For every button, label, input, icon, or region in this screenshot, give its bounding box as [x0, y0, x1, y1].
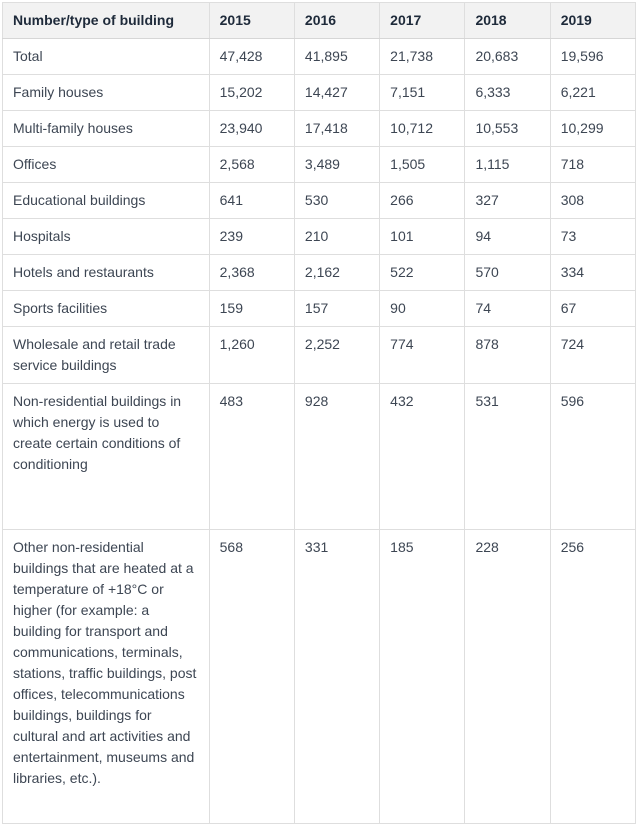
- cell-value: 2,252: [294, 327, 379, 384]
- table-row-hospitals: [3, 219, 636, 255]
- row-label: Sports facilities: [3, 291, 210, 327]
- cell-value: 331: [294, 530, 379, 824]
- cell-value: 327: [465, 183, 550, 219]
- cell-value: 530: [294, 183, 379, 219]
- row-label: Hotels and restaurants: [3, 255, 210, 291]
- cell-value: 718: [550, 147, 635, 183]
- table-row-hotels-and-restaurants: [3, 255, 636, 291]
- cell-value: 159: [209, 291, 294, 327]
- row-label: Offices: [3, 147, 210, 183]
- cell-value: 19,596: [550, 39, 635, 75]
- cell-value: 2,368: [209, 255, 294, 291]
- column-header-2019: 2019: [550, 3, 635, 39]
- cell-value: 1,260: [209, 327, 294, 384]
- cell-value: 73: [550, 219, 635, 255]
- cell-value: 3,489: [294, 147, 379, 183]
- cell-value: 2,568: [209, 147, 294, 183]
- cell-value: 483: [209, 384, 294, 530]
- cell-value: 10,712: [380, 111, 465, 147]
- cell-value: 7,151: [380, 75, 465, 111]
- cell-value: 568: [209, 530, 294, 824]
- cell-value: 239: [209, 219, 294, 255]
- table-row-wholesale-retail-trade: [3, 327, 636, 384]
- table-header: [3, 3, 636, 39]
- cell-value: 641: [209, 183, 294, 219]
- table-row-sports-facilities: [3, 291, 636, 327]
- cell-value: 724: [550, 327, 635, 384]
- cell-value: 432: [380, 384, 465, 530]
- row-label: Total: [3, 39, 210, 75]
- cell-value: 23,940: [209, 111, 294, 147]
- table-row-offices: [3, 147, 636, 183]
- cell-value: 15,202: [209, 75, 294, 111]
- cell-value: 308: [550, 183, 635, 219]
- row-label: Non-residential buildings in which energy is used to create certain conditions of conditioning: [3, 384, 210, 530]
- column-header-2018: 2018: [465, 3, 550, 39]
- cell-value: 531: [465, 384, 550, 530]
- cell-value: 210: [294, 219, 379, 255]
- cell-value: 2,162: [294, 255, 379, 291]
- cell-value: 334: [550, 255, 635, 291]
- row-label: Wholesale and retail trade service buildings: [3, 327, 210, 384]
- row-label: Hospitals: [3, 219, 210, 255]
- cell-value: 47,428: [209, 39, 294, 75]
- header-row: [3, 3, 636, 39]
- cell-value: 522: [380, 255, 465, 291]
- table-row-other-non-residential: [3, 530, 636, 824]
- cell-value: 774: [380, 327, 465, 384]
- table-row-total: [3, 39, 636, 75]
- cell-value: 266: [380, 183, 465, 219]
- cell-value: 10,299: [550, 111, 635, 147]
- row-label: Other non-residential buildings that are heated at a temperature of +18°C or higher (for example: a building for transport and communications, terminals, stations, traffic buildings, post offices, telecommunications buildings, buildings for cultural and art activities and entertainment, museums and libraries, etc.).: [3, 530, 210, 824]
- cell-value: 21,738: [380, 39, 465, 75]
- table-body: [3, 39, 636, 824]
- cell-value: 928: [294, 384, 379, 530]
- cell-value: 256: [550, 530, 635, 824]
- cell-value: 94: [465, 219, 550, 255]
- cell-value: 1,505: [380, 147, 465, 183]
- cell-value: 41,895: [294, 39, 379, 75]
- cell-value: 74: [465, 291, 550, 327]
- table-row-non-residential-conditioning: [3, 384, 636, 530]
- cell-value: 228: [465, 530, 550, 824]
- cell-value: 1,115: [465, 147, 550, 183]
- cell-value: 90: [380, 291, 465, 327]
- buildings-by-year-table: [2, 2, 636, 824]
- cell-value: 185: [380, 530, 465, 824]
- table-row-multi-family-houses: [3, 111, 636, 147]
- cell-value: 878: [465, 327, 550, 384]
- cell-value: 20,683: [465, 39, 550, 75]
- row-label: Family houses: [3, 75, 210, 111]
- column-header-2015: 2015: [209, 3, 294, 39]
- cell-value: 17,418: [294, 111, 379, 147]
- row-label: Multi-family houses: [3, 111, 210, 147]
- column-header-2017: 2017: [380, 3, 465, 39]
- row-label: Educational buildings: [3, 183, 210, 219]
- cell-value: 570: [465, 255, 550, 291]
- cell-value: 6,333: [465, 75, 550, 111]
- cell-value: 596: [550, 384, 635, 530]
- column-header-building-type: Number/type of building: [3, 3, 210, 39]
- cell-value: 101: [380, 219, 465, 255]
- table-row-educational-buildings: [3, 183, 636, 219]
- cell-value: 67: [550, 291, 635, 327]
- column-header-2016: 2016: [294, 3, 379, 39]
- cell-value: 157: [294, 291, 379, 327]
- cell-value: 6,221: [550, 75, 635, 111]
- cell-value: 14,427: [294, 75, 379, 111]
- cell-value: 10,553: [465, 111, 550, 147]
- table-row-family-houses: [3, 75, 636, 111]
